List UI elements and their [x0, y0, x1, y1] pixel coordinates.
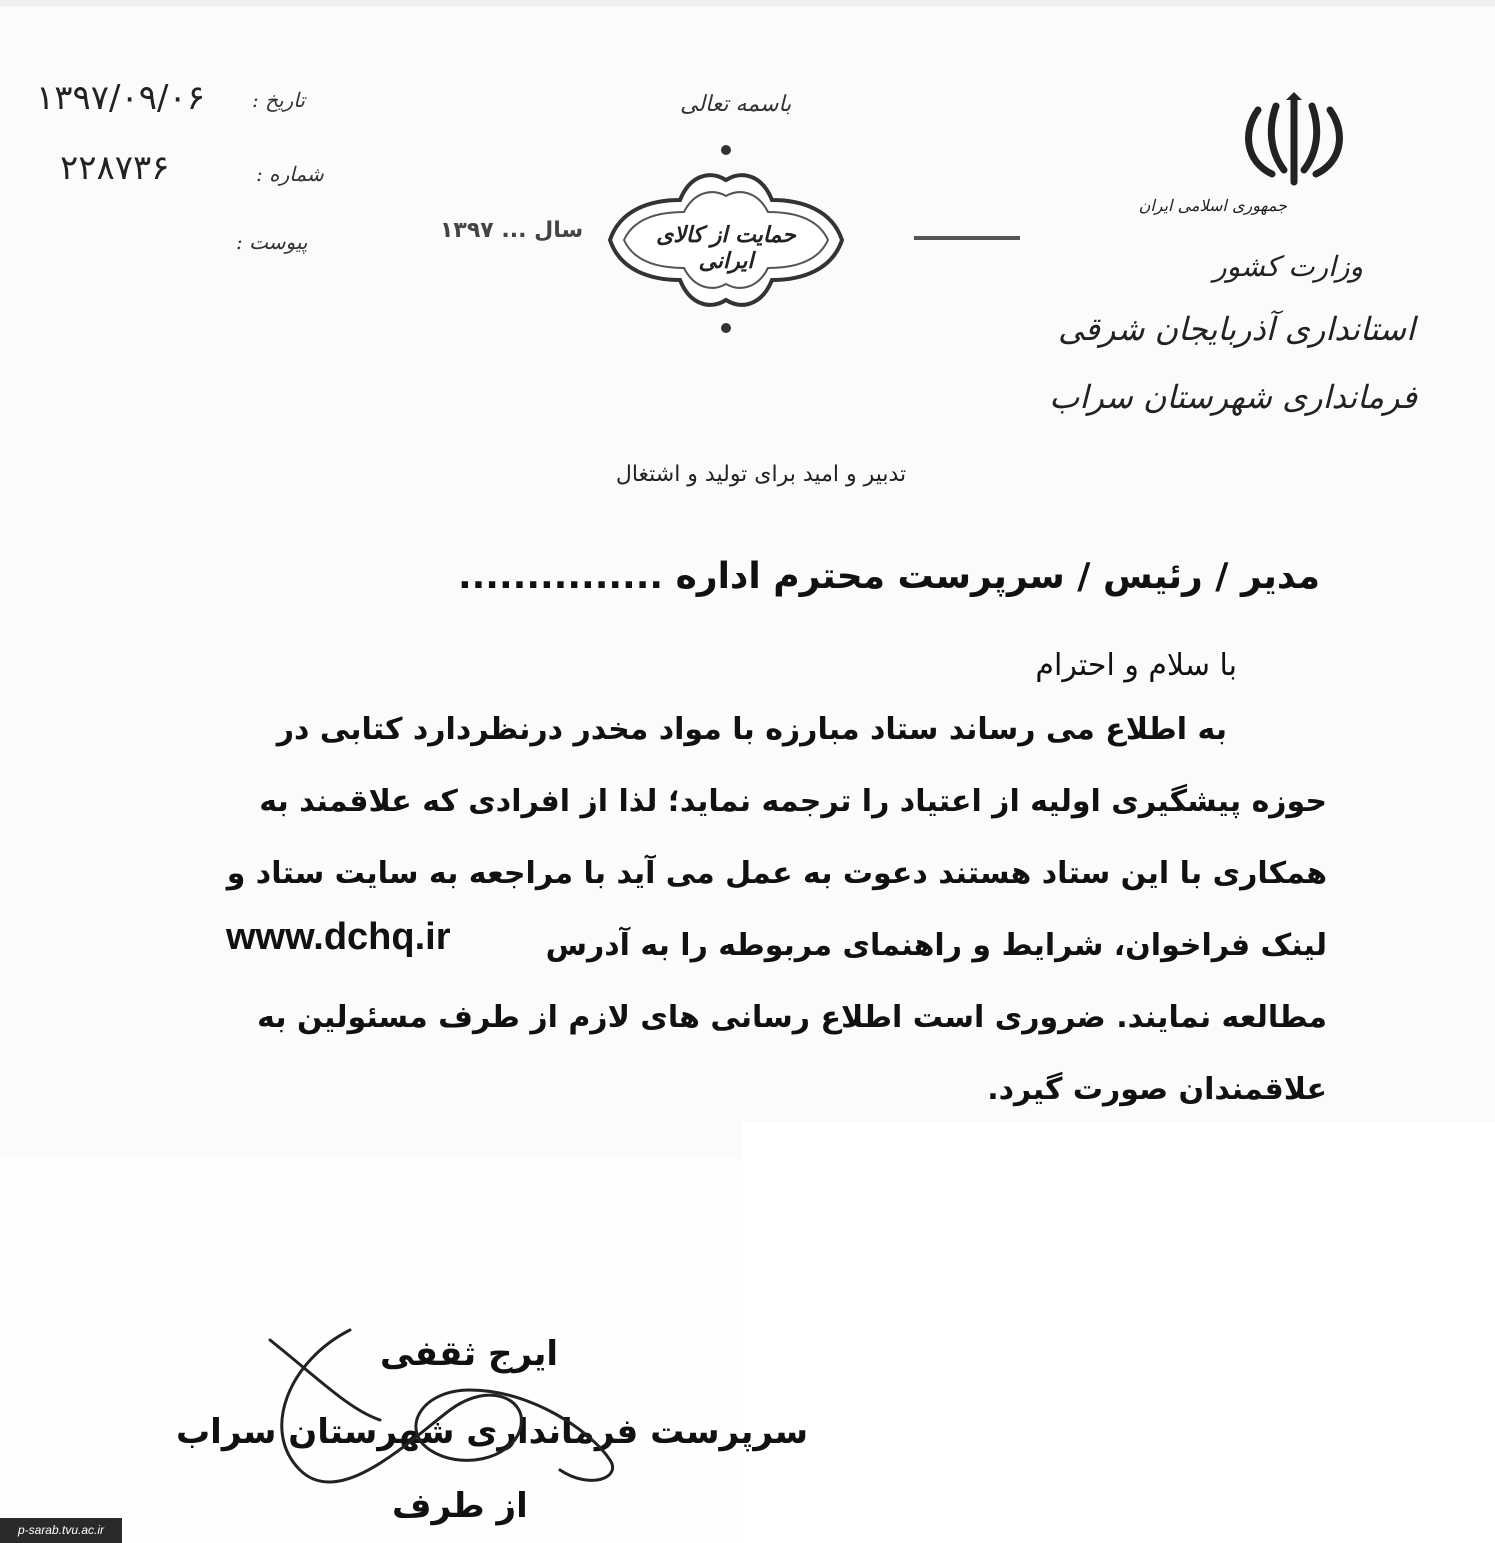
letter-motto: تدبیر و امید برای تولید و اشتغال [615, 462, 907, 487]
number-label: شماره : [256, 162, 324, 186]
source-link[interactable]: p-sarab.tvu.ac.ir [0, 1518, 122, 1543]
greeting: با سلام و احترام [1035, 648, 1237, 683]
on-behalf: از طرف [392, 1486, 528, 1526]
ministry-county: فرمانداری شهرستان سراب [1049, 378, 1417, 416]
handwritten-signature [230, 1320, 650, 1520]
blank-area-right [742, 1122, 1495, 1543]
body-line-6: علاقمندان صورت گیرد. [987, 1072, 1327, 1107]
date-value: ۱۳۹۷/۰۹/۰۶ [36, 78, 206, 118]
date-label: تاریخ : [252, 88, 305, 112]
iran-emblem-icon [1238, 92, 1350, 188]
slogan-text: حمایت از کالای ایرانی [656, 222, 796, 274]
basmala: باسمه تعالی [680, 92, 792, 117]
body-line-5: مطالعه نمایند. ضروری است اطلاع رسانی های لازم از طرف مسئولین به [257, 1000, 1327, 1035]
attachment-label: پیوست : [236, 230, 308, 254]
ministry-country: جمهوری اسلامی ایران [1138, 196, 1287, 215]
addressee: مدیر / رئیس / سرپرست محترم اداره ............... [457, 556, 1320, 597]
signer-name: ایرج ثقفی [380, 1334, 559, 1374]
body-line-4: لینک فراخوان، شرایط و راهنمای مربوطه را به آدرس [545, 928, 1327, 963]
body-line-2: حوزه پیشگیری اولیه از اعتیاد را ترجمه نماید؛ لذا از افرادی که علاقمند به [259, 784, 1327, 819]
url-link[interactable]: www.dchq.ir [226, 916, 451, 958]
year-line: سال ... ۱۳۹۷ [440, 218, 584, 243]
number-value: ۲۲۸۷۳۶ [60, 148, 170, 188]
body-line-1: به اطلاع می رساند ستاد مبارزه با مواد مخدر درنظردارد کتابی در [276, 712, 1227, 747]
year-line-rule [914, 236, 1020, 240]
signer-title: سرپرست فرمانداری شهرستان سراب [176, 1412, 809, 1452]
scan-edge [0, 0, 1495, 6]
body-line-3: همکاری با این ستاد هستند دعوت به عمل می آید با مراجعه به سایت ستاد و [226, 856, 1327, 891]
ministry-name: وزارت کشور [1213, 250, 1363, 283]
ministry-province: استانداری آذربایجان شرقی [1057, 310, 1415, 348]
